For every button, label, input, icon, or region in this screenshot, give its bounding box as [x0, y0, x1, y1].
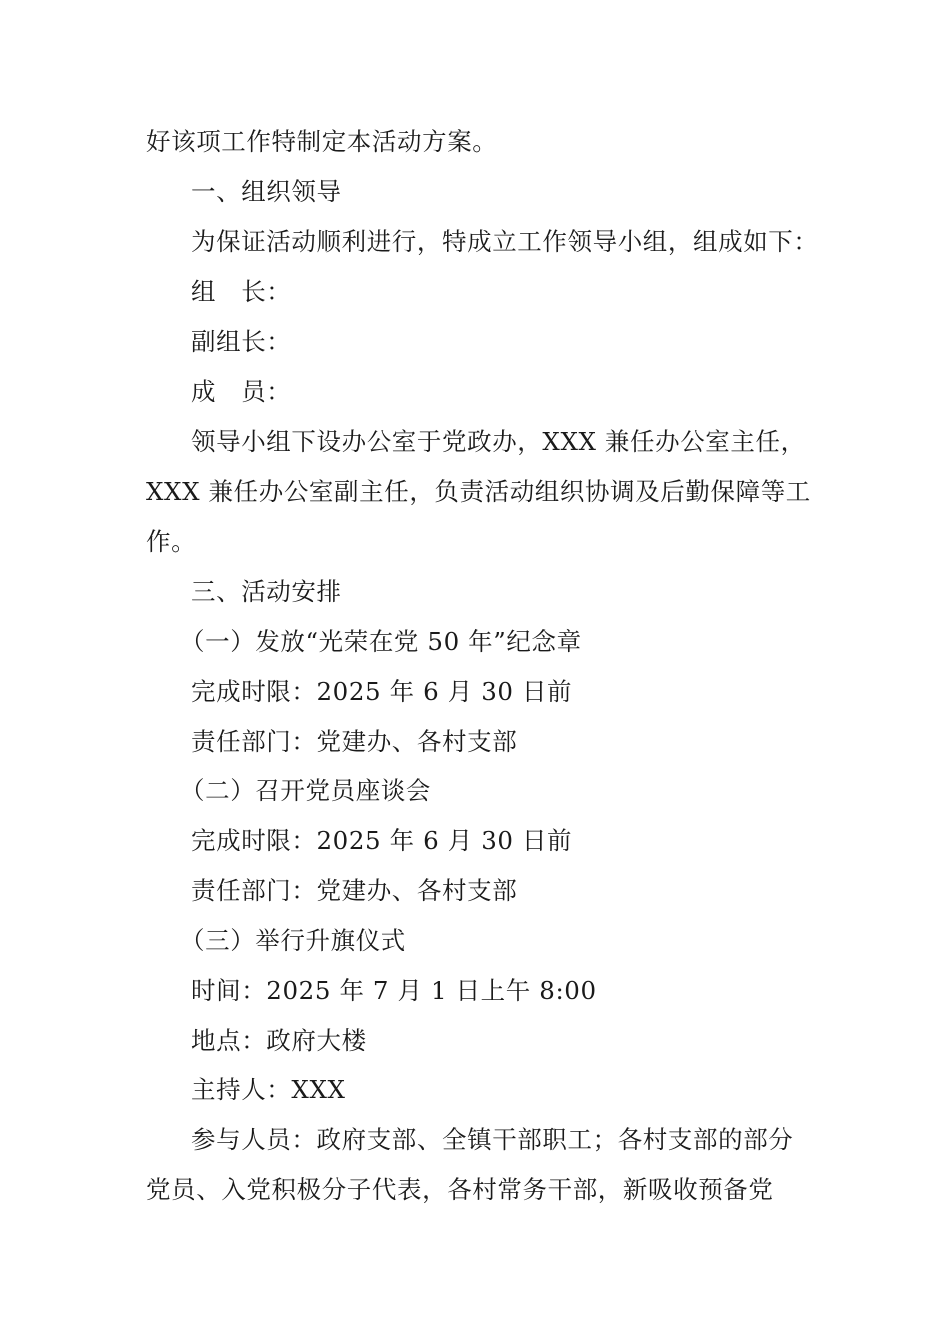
- paragraph-line: 副组长：: [191, 327, 292, 356]
- paragraph-line: 领导小组下设办公室于党政办，XXX 兼任办公室主任，: [191, 427, 806, 456]
- subsection-heading: （二）召开党员座谈会: [180, 776, 431, 805]
- paragraph-line: 责任部门：党建办、各村支部: [191, 876, 518, 905]
- paragraph-line: 组 长：: [191, 277, 292, 306]
- paragraph-line: 党员、入党积极分子代表，各村常务干部，新吸收预备党: [146, 1175, 774, 1204]
- paragraph-line: 为保证活动顺利进行，特成立工作领导小组，组成如下：: [191, 227, 819, 256]
- section-heading: 三、活动安排: [191, 577, 342, 606]
- subsection-heading: （一）发放“光荣在党 50 年”纪念章: [180, 627, 582, 656]
- paragraph-line: 地点：政府大楼: [191, 1026, 367, 1055]
- subsection-heading: （三）举行升旗仪式: [180, 926, 406, 955]
- paragraph-line: 作。: [146, 527, 197, 556]
- paragraph-line: 成 员：: [191, 377, 292, 406]
- paragraph-line: 参与人员：政府支部、全镇干部职工；各村支部的部分: [191, 1125, 794, 1154]
- paragraph-line: 责任部门：党建办、各村支部: [191, 727, 518, 756]
- paragraph-line: 主持人：XXX: [191, 1075, 346, 1104]
- paragraph-line: 完成时限：2025 年 6 月 30 日前: [191, 677, 573, 706]
- paragraph-line: 好该项工作特制定本活动方案。: [146, 127, 498, 156]
- paragraph-line: 完成时限：2025 年 6 月 30 日前: [191, 826, 573, 855]
- paragraph-line: XXX 兼任办公室副主任，负责活动组织协调及后勤保障等工: [146, 477, 811, 506]
- section-heading: 一、组织领导: [191, 177, 342, 206]
- paragraph-line: 时间：2025 年 7 月 1 日上午 8:00: [191, 976, 597, 1005]
